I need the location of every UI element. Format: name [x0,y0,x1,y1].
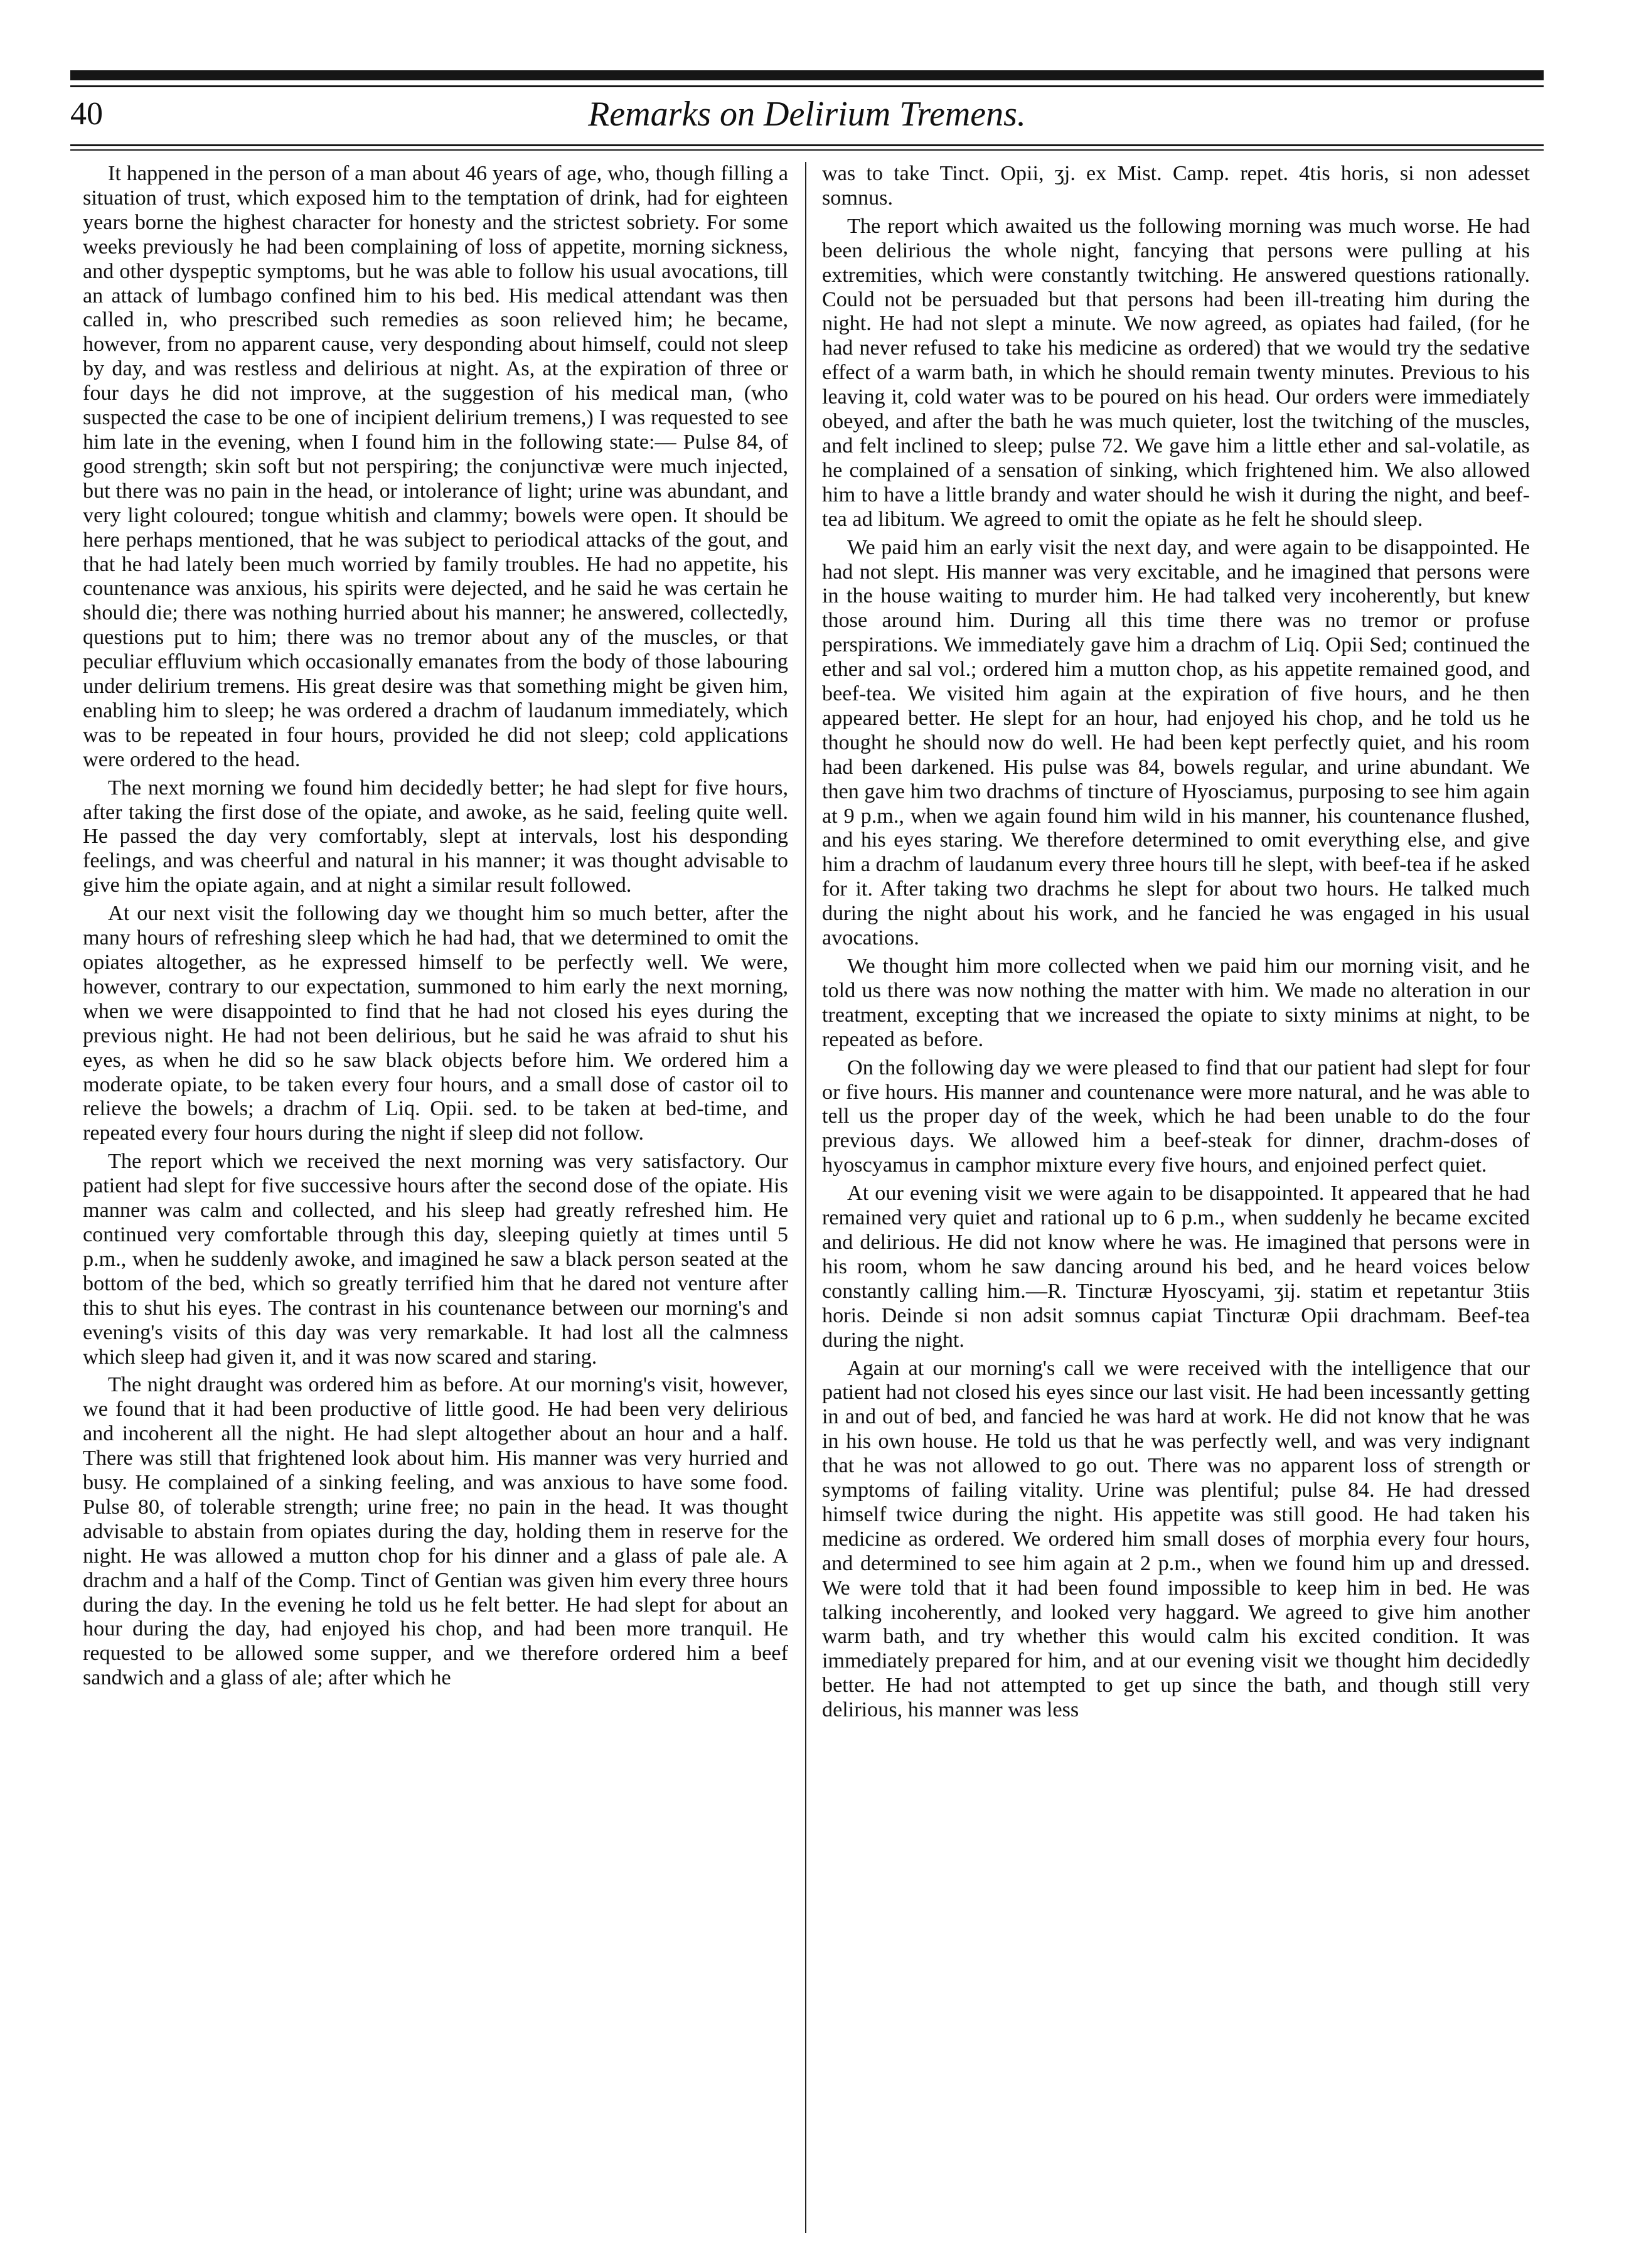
paragraph: The report which we received the next morning was very satisfactory. Our patient had slept for five successive hours after the second dose of the opiate. His manner was calm and collected, and his sleep had greatly refreshed him. He continued very comfortable through this day, sleeping quietly at times until 5 p.m., when he suddenly awoke, and imagined he saw a black person seated at the bottom of the bed, which so greatly terrified him that he dared not venture after this to shut his eyes. The contrast in his countenance between our morning's and evening's visits of this day was very remarkable. It had lost all the calmness which sleep had given it, and it was now scared and staring. [83,1150,788,1369]
paragraph: On the following day we were pleased to find that our patient had slept for four or five hours. His manner and countenance were more natural, and he was able to tell us the proper day of the week, which he had been unable to do the four previous days. We allowed him a beef-steak for dinner, drachm-doses of hyoscyamus in camphor mixture every five hours, and enjoined perfect quiet. [822,1056,1530,1177]
paragraph: We thought him more collected when we paid him our morning visit, and he told us there was now nothing the matter with him. We made no alteration in our treatment, excepting that we increased the opiate to sixty minims at night, to be repeated as before. [822,955,1530,1051]
top-rule-thin [70,85,1544,87]
paragraph: The next morning we found him decidedly better; he had slept for five hours, after taking the first dose of the opiate, and awoke, as he said, feeling quite well. He passed the day very comfortably, slept at intervals, lost his desponding feelings, and was cheerful and natural in his manner; it was thought advisable to give him the opiate again, and at night a similar result followed. [83,776,788,897]
running-title: Remarks on Delirium Tremens. [588,95,1026,134]
top-rule [70,70,1544,80]
paragraph: Again at our morning's call we were received with the intelligence that our patient had not closed his eyes since our last visit. He had been incessantly getting in and out of bed, and fancied he was hard at work. He did not know that he was in his own house. He told us that he was perfectly well, and was very indignant that he was not allowed to go out. There was no apparent loss of strength or symptoms of failing vitality. Urine was plentiful; pulse 84. He had dressed himself twice during the night. His appetite was still good. He had taken his medicine as ordered. We ordered him small doses of morphia every four hours, and determined to see him again at 2 p.m., when we found him up and dressed. We were told that it had been found impossible to keep him in bed. He was talking incoherently, and looked very haggard. We agreed to give him another warm bath, and try whether this would calm his excited condition. It was immediately prepared for him, and at our evening visit we thought him decidedly better. He had not attempted to get up since the bath, and though still very delirious, his manner was less [822,1356,1530,1722]
paragraph: It happened in the person of a man about 46 years of age, who, though filling a situation of trust, which exposed him to the temptation of drink, had for eighteen years borne the highest character for honesty and the strictest sobriety. For some weeks previously he had been complaining of loss of appetite, morning sickness, and other dyspeptic symptoms, but he was able to follow his usual avocations, till an attack of lumbago confined him to his bed. His medical attendant was then called in, who prescribed such remedies as soon relieved him; he became, however, from no apparent cause, very desponding about himself, could not sleep by day, and was restless and delirious at night. As, at the expiration of three or four days he did not improve, at the suggestion of his medical man, (who suspected the case to be one of incipient delirium tremens,) I was requested to see him late in the evening, when I found him in the following state:— Pulse 84, of good strength; skin soft but not perspiring; the conjunctivæ were much injected, but there was no pain in the head, or intolerance of light; urine was abundant, and very light coloured; tongue whitish and clammy; bowels were open. It should be here perhaps mentioned, that he was subject to periodical attacks of the gout, and that he had lately been much worried by family troubles. He had no appetite, his countenance was anxious, his spirits were dejected, and he said he was certain he should die; there was nothing hurried about his manner; he answered, collectedly, questions put to him; there was no tremor about any of the muscles, or that peculiar effluvium which occasionally emanates from the body of those labouring under delirium tremens. His great desire was that something might be given him, enabling him to sleep; he was ordered a drachm of laudanum immediately, which was to be repeated in four hours, provided he did not sleep; cold applications were ordered to the head. [83,162,788,771]
paragraph: We paid him an early visit the next day, and were again to be disappointed. He had not slept. His manner was very excitable, and he imagined that persons were in the house waiting to murder him. He had talked very incoherently, but knew those around him. During all this time there was no tremor or profuse perspirations. We immediately gave him a drachm of Liq. Opii Sed; continued the ether and sal vol.; ordered him a mutton chop, as his appetite remained good, and beef-tea. We visited him again at the expiration of five hours, and he then appeared better. He slept for an hour, had enjoyed his chop, and he told us he thought he should now do well. He had been kept perfectly quiet, and his room had been darkened. His pulse was 84, bowels regular, and urine abundant. We then gave him two drachms of tincture of Hyosciamus, purposing to see him again at 9 p.m., when we again found him wild in his manner, his countenance flushed, and his eyes staring. We therefore determined to omit everything else, and give him a drachm of laudanum every three hours till he slept, with beef-tea if he asked for it. After taking two drachms he slept for about two hours. He talked much during the night about his work, and he fancied he was engaged in his usual avocations. [822,535,1530,950]
paragraph: At our next visit the following day we thought him so much better, after the many hours of refreshing sleep which he had had, that we determined to omit the opiates altogether, as he expressed himself to be perfectly well. We were, however, contrary to our expectation, summoned to him early the next morning, when we were disappointed to find that he had not closed his eyes during the previous night. He had not been delirious, but he said he was afraid to shut his eyes, as when he did so he saw black objects before him. We ordered him a moderate opiate, to be taken every four hours, and a small dose of castor oil to relieve the bowels; a drachm of Liq. Opii. sed. to be taken at bed-time, and repeated every four hours during the night if sleep did not follow. [83,902,788,1145]
page-number: 40 [70,96,103,132]
paragraph: The night draught was ordered him as before. At our morning's visit, however, we found that it had been productive of little good. He had been very delirious and incoherent all the night. He had slept altogether about an hour and a half. There was still that frightened look about him. His manner was very hurried and busy. He complained of a sinking feeling, and was anxious to have some food. Pulse 80, of tolerable strength; urine free; no pain in the head. It was thought advisable to abstain from opiates during the day, holding them in reserve for the night. He was allowed a mutton chop for his dinner and a glass of pale ale. A drachm and a half of the Comp. Tinct of Gentian was given him every three hours during the day. In the evening he told us he felt better. He had slept for about an hour during the day, had enjoyed his chop, and had been more tranquil. He requested to be allowed some supper, and we therefore ordered him a beef sandwich and a glass of ale; after which he [83,1373,788,1690]
column-divider [805,162,806,2233]
header-rule [70,144,1544,146]
header-rule-thin [70,149,1544,151]
page-header [70,94,1544,139]
paragraph: was to take Tinct. Opii, ʒj. ex Mist. Camp. repet. 4tis horis, si non adesset somnus. [822,162,1530,210]
paragraph: At our evening visit we were again to be disappointed. It appeared that he had remained very quiet and rational up to 6 p.m., when suddenly he became excited and delirious. He did not know where he was. He imagined that persons were in his room, whom he saw dancing around his bed, and he heard voices below constantly calling him.—R. Tincturæ Hyoscyami, ʒij. statim et repetantur 3tiis horis. Deinde si non adsit somnus capiat Tincturæ Opii drachmam. Beef-tea during the night. [822,1182,1530,1352]
left-column [83,162,788,2233]
paragraph: The report which awaited us the following morning was much worse. He had been delirious the whole night, fancying that persons were pulling at his extremities, which were constantly twitching. He answered questions rationally. Could not be persuaded but that persons had been ill-treating him during the night. He had not slept a minute. We now agreed, as opiates had failed, (for he had never refused to take his medicine as ordered) that we would try the sedative effect of a warm bath, in which he should remain twenty minutes. Previous to his leaving it, cold water was to be poured on his head. Our orders were immediately obeyed, and after the bath he was much quieter, lost the twitching of the muscles, and felt inclined to sleep; pulse 72. We gave him a little ether and sal-volatile, as he complained of a sensation of sinking, which frightened him. We also allowed him to have a little brandy and water should he wish it during the night, and beef-tea ad libitum. We agreed to omit the opiate as he felt he should sleep. [822,214,1530,531]
right-column [822,162,1530,2233]
